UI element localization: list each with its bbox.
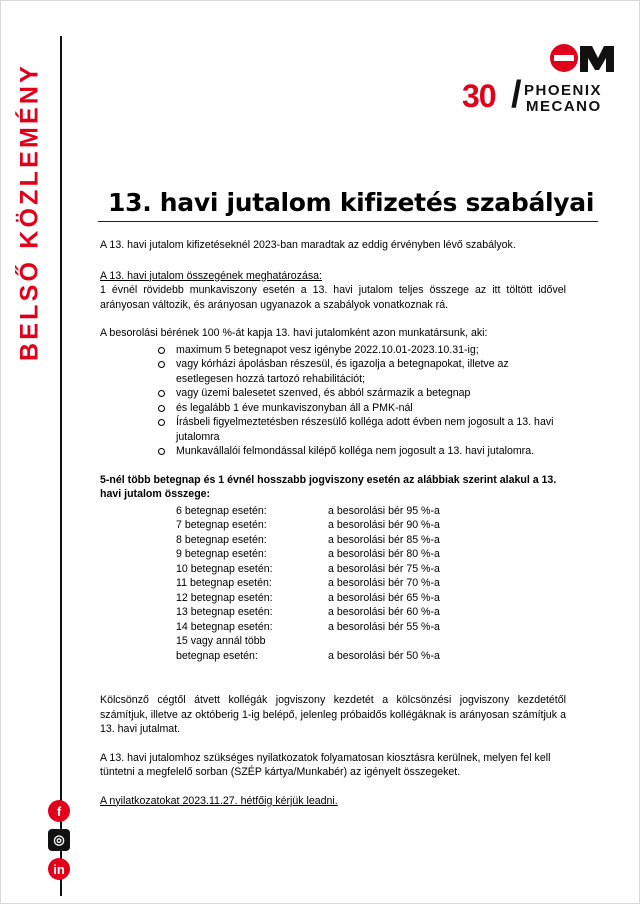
rate-value: a besorolási bér 55 %-a: [328, 620, 440, 633]
rate-value: a besorolási bér 60 %-a: [328, 606, 440, 618]
list-item: maximum 5 betegnapot vesz igénybe 2022.10.01-2023.10.31-ig;: [100, 343, 566, 358]
list-item: Írásbeli figyelmeztetésben részesülő kolléga adott évben nem jogosult a 13. havi jutalomra: [100, 415, 566, 444]
facebook-icon[interactable]: f: [48, 800, 70, 822]
table-row: [176, 504, 440, 519]
rate-days-line2: betegnap esetén:: [176, 649, 258, 662]
section-heading: A 13. havi jutalom összegének meghatározása:: [100, 269, 323, 282]
list-item: vagy kórházi ápolásban részesül, és igazolja a betegnapokat, illetve az esetlegesen hozzá tartozó rehabilitációt;: [100, 357, 566, 386]
instagram-icon[interactable]: ◎: [48, 829, 70, 851]
logo-slash: /: [511, 74, 522, 116]
vertical-title-text: BELSŐ KÖZLEMÉNY: [15, 62, 44, 362]
sidebar-divider: [60, 36, 62, 896]
rate-value: a besorolási bér 75 %-a: [328, 562, 440, 575]
rate-value: a besorolási bér 95 %-a: [328, 504, 440, 517]
section-paragraph: 1 évnél rövidebb munkaviszony esetén a 13. havi jutalom teljes összege az itt töltött idővel arányosan változik, és arányosan ugyanazok a szabályok vonatkoznak rá.: [100, 284, 566, 311]
social-links: [46, 800, 72, 880]
rate-days: 7 betegnap esetén:: [176, 519, 267, 531]
phoenix-logo-mark-icon: [462, 40, 622, 80]
table-row: [176, 562, 440, 577]
rate-value: a besorolási bér 65 %-a: [328, 591, 440, 604]
conditions-intro: A besorolási bérének 100 %-át kapja 13. havi jutalomként azon munkatársunk, aki:: [100, 327, 488, 339]
rate-days: 6 betegnap esetén:: [176, 504, 267, 517]
company-logo: [462, 40, 622, 120]
rate-days: 12 betegnap esetén:: [176, 591, 273, 604]
intro-paragraph: A 13. havi jutalom kifizetéseknél 2023-ban maradtak az eddig érvényben lévő szabályok.: [100, 239, 516, 251]
rate-value: a besorolási bér 50 %-a: [328, 649, 440, 662]
list-item: vagy üzemi balesetet szenved, és abból származik a betegnap: [100, 386, 566, 401]
rate-value: a besorolási bér 85 %-a: [328, 533, 440, 546]
rate-days: 14 betegnap esetén:: [176, 620, 273, 633]
conditions-list: [100, 343, 566, 459]
rate-value: a besorolási bér 70 %-a: [328, 577, 440, 589]
rate-days: 13 betegnap esetén:: [176, 606, 273, 618]
declaration-paragraph: A 13. havi jutalomhoz szükséges nyilatkozatok folyamatosan kiosztásra kerülnek, melyen fel kell tüntetni a megfelelő sorban (SZÉP kártya/Munkabér) az igényelt összegeket.: [100, 751, 551, 778]
logo-line2: MECANO: [526, 98, 602, 115]
title-underline: [98, 221, 598, 222]
vertical-title: [2, 0, 58, 400]
rate-days-line1: 15 vagy annál több: [176, 635, 266, 647]
rate-days: 11 betegnap esetén:: [176, 577, 272, 589]
deadline-line: A nyilatkozatokat 2023.11.27. hétfőig kérjük leadni.: [100, 794, 338, 807]
sick-days-heading: 5-nél több betegnap és 1 évnél hosszabb jogviszony esetén az alábbiak szerint alakul a 13. havi jutalom összege:: [100, 473, 557, 500]
rate-days: 10 betegnap esetén:: [176, 562, 273, 575]
table-row: [176, 591, 440, 606]
document-body: [100, 238, 566, 808]
page-title: 13. havi jutalom kifizetés szabályai: [108, 188, 595, 217]
rate-value: a besorolási bér 80 %-a: [328, 548, 440, 560]
list-item: és legalább 1 éve munkaviszonyban áll a PMK-nál: [100, 401, 566, 416]
rates-table: [176, 504, 440, 664]
logo-line1: PHOENIX: [524, 82, 603, 99]
linkedin-icon[interactable]: in: [48, 858, 70, 880]
loan-paragraph: Kölcsönző cégtől átvett kollégák jogviszony kezdetét a kölcsönzési jogviszony kezdetétől számítjuk, illetve az októberig 1-ig belépő, jelenleg próbaidős kollégáknak is arányosan számítjuk a 13. havi jutalmat.: [100, 694, 566, 735]
table-row: [176, 576, 440, 591]
list-item: Munkavállalói felmondással kilépő kolléga nem jogosult a 13. havi jutalomra.: [100, 444, 566, 459]
logo-anniversary-number: 30: [462, 78, 496, 114]
rate-value: a besorolási bér 90 %-a: [328, 519, 440, 531]
rate-days: [176, 634, 328, 663]
table-row: [176, 620, 440, 635]
rate-days: 8 betegnap esetén:: [176, 533, 267, 546]
table-row: [176, 605, 440, 620]
rate-days: 9 betegnap esetén:: [176, 548, 267, 560]
table-row: [176, 518, 440, 533]
table-row: [176, 547, 440, 562]
table-row: [176, 634, 440, 663]
table-row: [176, 533, 440, 548]
